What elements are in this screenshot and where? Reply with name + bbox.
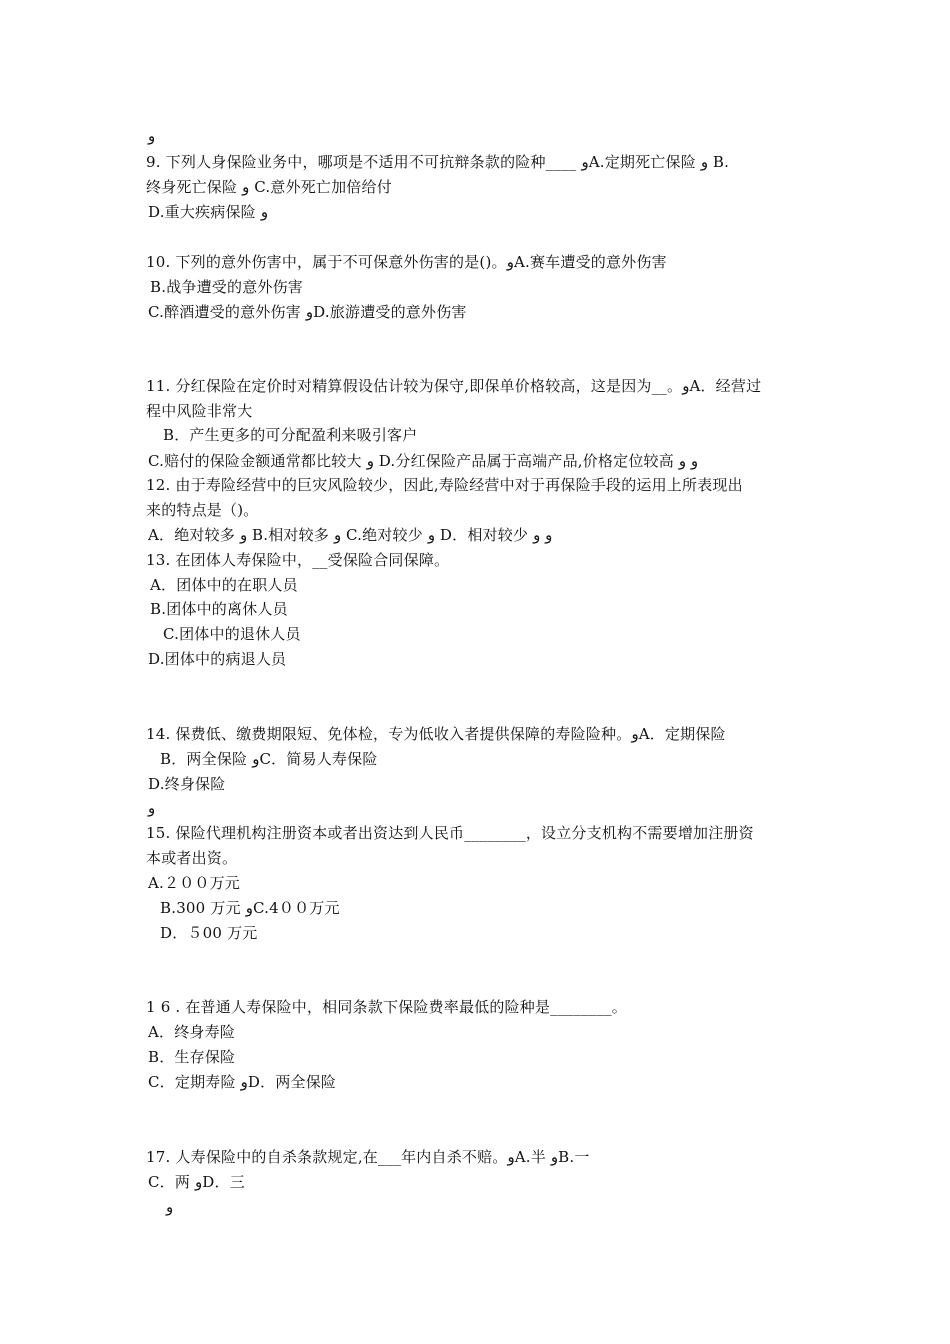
text-line: 来的特点是（)。 xyxy=(146,501,259,519)
option-line: B.300 万元 وC.4００万元 xyxy=(160,899,340,917)
question-13: 13. 在团体人寿保险中，__受保险合同保障。 xyxy=(146,551,450,569)
option-line: B．两全保险 وC．简易人寿保险 xyxy=(160,750,378,768)
question-17: 17. 人寿保险中的自杀条款规定,在___年内自杀不赔。وA.半 وB.一 xyxy=(146,1148,590,1166)
option-line: A．绝对较多 و B.相对较多 و C.绝对较少 و D．相对较少 و و xyxy=(148,526,553,544)
option-line: C.醉酒遭受的意外伤害 وD.旅游遭受的意外伤害 xyxy=(148,303,467,321)
option-line: D．５00 万元 xyxy=(160,924,258,942)
question-9: 9. 下列人身保险业务中，哪项是不适用不可抗辩条款的险种____ وA.定期死亡保险 و B. xyxy=(146,153,730,171)
option-line: B.团体中的离休人员 xyxy=(150,600,288,618)
question-10: 10. 下列的意外伤害中，属于不可保意外伤害的是()。وA.赛车遭受的意外伤害 xyxy=(146,253,667,271)
text-line: و xyxy=(166,1198,174,1216)
option-line: C.赔付的保险金额通常都比较大 و D.分红保险产品属于高端产品,价格定位较高 و و xyxy=(148,452,699,470)
question-16: 1 6 . 在普通人寿保险中，相同条款下保险费率最低的险种是________。 xyxy=(146,998,627,1016)
question-11: 11. 分红保险在定价时对精算假设估计较为保守,即保单价格较高，这是因为__。وA．经营过 xyxy=(146,377,762,395)
text-line: و xyxy=(148,127,156,145)
option-line: C．两 وD．三 xyxy=(148,1173,245,1191)
question-15: 15. 保险代理机构注册资本或者出资达到人民币________，设立分支机构不需要增加注册资 xyxy=(146,824,754,842)
text-line: 程中风险非常大 xyxy=(146,402,253,420)
option-line: B．生存保险 xyxy=(148,1048,236,1066)
question-14: 14. 保费低、缴费期限短、免体检，专为低收入者提供保障的寿险险种。وA．定期保险 xyxy=(146,725,726,743)
option-line: C.团体中的退休人员 xyxy=(163,625,301,643)
option-line: A．终身寿险 xyxy=(148,1023,236,1041)
option-line: A．团体中的在职人员 xyxy=(150,576,298,594)
option-line: D.重大疾病保险 و xyxy=(148,203,269,221)
text-line: و xyxy=(148,799,156,817)
question-12: 12. 由于寿险经营中的巨灾风险较少，因此,寿险经营中对于再保险手段的运用上所表现出 xyxy=(146,476,743,494)
option-line: C．定期寿险 وD．两全保险 xyxy=(148,1073,337,1091)
option-line: B．产生更多的可分配盈利来吸引客户 xyxy=(163,426,418,444)
option-line: A.２００万元 xyxy=(148,874,241,892)
text-line: 终身死亡保险 و C.意外死亡加倍给付 xyxy=(146,178,392,196)
option-line: B.战争遭受的意外伤害 xyxy=(150,278,303,296)
text-line: 本或者出资。 xyxy=(146,849,238,867)
option-line: D.团体中的病退人员 xyxy=(148,650,287,668)
option-line: D.终身保险 xyxy=(148,775,226,793)
